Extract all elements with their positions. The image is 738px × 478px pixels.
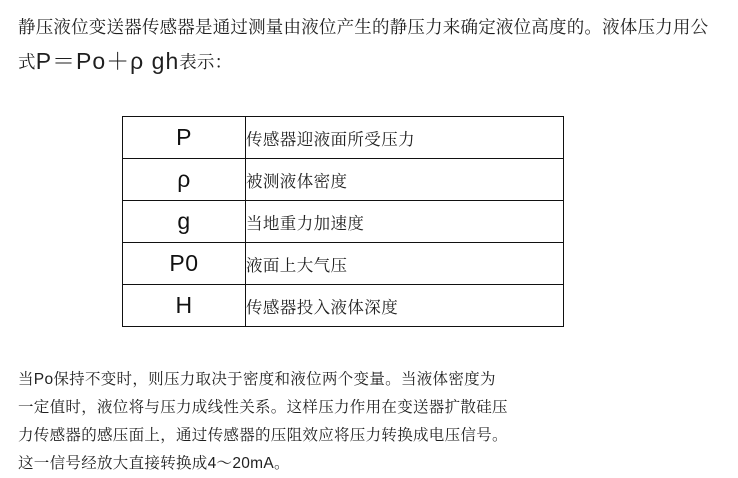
description-cell: 当地重力加速度: [246, 201, 564, 243]
closing-line: 当Po保持不变时，则压力取决于密度和液位两个变量。当液体密度为: [18, 371, 496, 388]
table-row: [123, 159, 564, 201]
symbol-cell: H: [123, 285, 246, 327]
symbol-definitions-table: [122, 116, 564, 327]
table-row: [123, 285, 564, 327]
symbol-cell: ρ: [123, 159, 246, 201]
intro-text-before: 静压液位变送器传感器是通过测量由液位产生的静压力来确定液位高度的。液体压力用公式: [18, 17, 709, 72]
table-row: [123, 201, 564, 243]
description-cell: 传感器迎液面所受压力: [246, 117, 564, 159]
description-cell: 液面上大气压: [246, 243, 564, 285]
symbol-definitions-table-wrapper: [122, 116, 564, 327]
symbol-cell: P: [123, 117, 246, 159]
intro-text-after: 表示：: [179, 52, 233, 72]
closing-paragraph: [18, 366, 718, 478]
symbol-cell: g: [123, 201, 246, 243]
description-cell: 传感器投入液体深度: [246, 285, 564, 327]
symbol-cell: P0: [123, 243, 246, 285]
closing-line: 这一信号经放大直接转换成4～20mA。: [18, 455, 290, 472]
table-row: [123, 117, 564, 159]
description-cell: 被测液体密度: [246, 159, 564, 201]
closing-line: 一定值时，液位将与压力成线性关系。这样压力作用在变送器扩散硅压: [18, 399, 508, 416]
table-row: [123, 243, 564, 285]
intro-paragraph: [18, 10, 718, 79]
closing-line: 力传感器的感压面上，通过传感器的压阻效应将压力转换成电压信号。: [18, 427, 508, 444]
pressure-formula: P＝Po＋ρ gh: [35, 48, 180, 74]
